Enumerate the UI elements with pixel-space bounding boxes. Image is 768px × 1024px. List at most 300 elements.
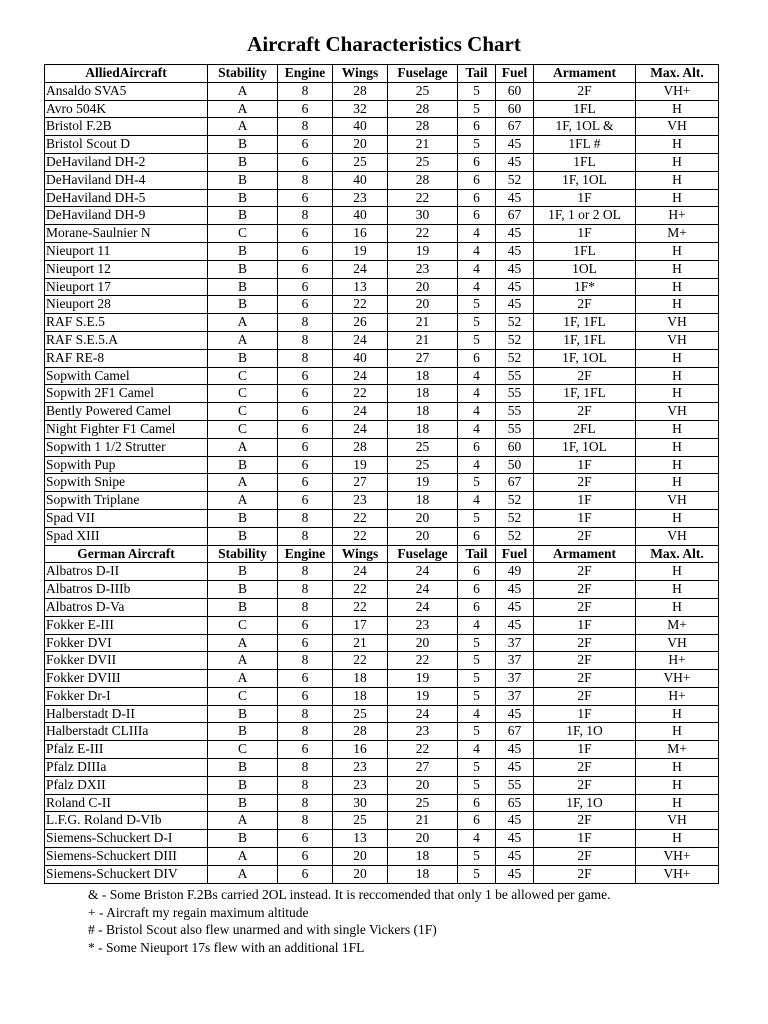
cell-fuselage: 23 xyxy=(388,260,458,278)
cell-aircraft: Sopwith Pup xyxy=(45,456,208,474)
table-row xyxy=(45,865,719,883)
cell-aircraft: Siemens-Schuckert DIV xyxy=(45,865,208,883)
cell-engine: 6 xyxy=(278,296,333,314)
table-row xyxy=(45,848,719,866)
column-header-aircraft: AlliedAircraft xyxy=(45,65,208,83)
cell-tail: 4 xyxy=(458,420,496,438)
cell-fuel: 67 xyxy=(496,723,534,741)
cell-tail: 4 xyxy=(458,367,496,385)
table-row xyxy=(45,812,719,830)
cell-armament: 1FL xyxy=(534,242,636,260)
cell-wings: 40 xyxy=(333,207,388,225)
cell-fuel: 45 xyxy=(496,759,534,777)
cell-armament: 2F xyxy=(534,474,636,492)
cell-max-alt: M+ xyxy=(636,616,719,634)
cell-fuel: 45 xyxy=(496,153,534,171)
cell-engine: 8 xyxy=(278,652,333,670)
cell-max-alt: H xyxy=(636,367,719,385)
column-header-tail: Tail xyxy=(458,65,496,83)
cell-tail: 4 xyxy=(458,225,496,243)
cell-armament: 1F xyxy=(534,616,636,634)
cell-fuel: 45 xyxy=(496,296,534,314)
cell-max-alt: VH xyxy=(636,403,719,421)
table-row xyxy=(45,830,719,848)
cell-fuel: 52 xyxy=(496,492,534,510)
cell-max-alt: VH xyxy=(636,634,719,652)
footnote: # - Bristol Scout also flew unarmed and with single Vickers (1F) xyxy=(88,922,437,938)
table-row xyxy=(45,670,719,688)
table-row xyxy=(45,634,719,652)
cell-aircraft: Roland C-II xyxy=(45,794,208,812)
cell-engine: 6 xyxy=(278,153,333,171)
cell-fuel: 55 xyxy=(496,776,534,794)
cell-max-alt: VH xyxy=(636,118,719,136)
cell-max-alt: VH+ xyxy=(636,848,719,866)
cell-max-alt: H xyxy=(636,242,719,260)
cell-tail: 5 xyxy=(458,848,496,866)
cell-aircraft: DeHaviland DH-4 xyxy=(45,171,208,189)
cell-armament: 2F xyxy=(534,687,636,705)
cell-max-alt: H xyxy=(636,723,719,741)
cell-armament: 1FL xyxy=(534,100,636,118)
cell-stability: B xyxy=(208,705,278,723)
cell-fuel: 45 xyxy=(496,242,534,260)
cell-fuselage: 19 xyxy=(388,687,458,705)
cell-armament: 1F xyxy=(534,509,636,527)
cell-wings: 32 xyxy=(333,100,388,118)
cell-aircraft: Sopwith 1 1/2 Strutter xyxy=(45,438,208,456)
cell-wings: 27 xyxy=(333,474,388,492)
cell-fuel: 37 xyxy=(496,634,534,652)
cell-wings: 16 xyxy=(333,225,388,243)
cell-fuselage: 25 xyxy=(388,82,458,100)
cell-fuselage: 23 xyxy=(388,723,458,741)
cell-wings: 20 xyxy=(333,136,388,154)
cell-aircraft: Ansaldo SVA5 xyxy=(45,82,208,100)
cell-aircraft: Halberstadt CLIIIa xyxy=(45,723,208,741)
cell-engine: 6 xyxy=(278,278,333,296)
cell-max-alt: H+ xyxy=(636,207,719,225)
cell-aircraft: Pfalz DXII xyxy=(45,776,208,794)
cell-aircraft: Night Fighter F1 Camel xyxy=(45,420,208,438)
cell-wings: 25 xyxy=(333,705,388,723)
cell-stability: A xyxy=(208,100,278,118)
cell-aircraft: Fokker DVI xyxy=(45,634,208,652)
column-header-max-alt: Max. Alt. xyxy=(636,545,719,563)
cell-wings: 40 xyxy=(333,118,388,136)
cell-aircraft: Sopwith 2F1 Camel xyxy=(45,385,208,403)
cell-engine: 8 xyxy=(278,349,333,367)
cell-max-alt: H xyxy=(636,153,719,171)
cell-stability: B xyxy=(208,509,278,527)
cell-fuselage: 24 xyxy=(388,581,458,599)
cell-armament: 1F xyxy=(534,492,636,510)
cell-tail: 5 xyxy=(458,314,496,332)
cell-stability: B xyxy=(208,242,278,260)
cell-fuel: 45 xyxy=(496,705,534,723)
cell-max-alt: H xyxy=(636,705,719,723)
column-header-stability: Stability xyxy=(208,545,278,563)
cell-fuselage: 24 xyxy=(388,598,458,616)
cell-fuel: 55 xyxy=(496,420,534,438)
cell-stability: C xyxy=(208,367,278,385)
cell-fuselage: 22 xyxy=(388,741,458,759)
cell-engine: 8 xyxy=(278,171,333,189)
cell-fuel: 55 xyxy=(496,367,534,385)
cell-engine: 8 xyxy=(278,723,333,741)
cell-armament: 2F xyxy=(534,367,636,385)
cell-fuel: 50 xyxy=(496,456,534,474)
cell-engine: 8 xyxy=(278,776,333,794)
column-header-fuel: Fuel xyxy=(496,545,534,563)
cell-fuselage: 20 xyxy=(388,278,458,296)
cell-wings: 25 xyxy=(333,812,388,830)
cell-fuselage: 22 xyxy=(388,652,458,670)
cell-stability: A xyxy=(208,634,278,652)
cell-engine: 8 xyxy=(278,759,333,777)
cell-aircraft: Spad VII xyxy=(45,509,208,527)
cell-fuselage: 18 xyxy=(388,865,458,883)
cell-tail: 6 xyxy=(458,794,496,812)
cell-fuel: 45 xyxy=(496,189,534,207)
cell-max-alt: H xyxy=(636,776,719,794)
cell-aircraft: Avro 504K xyxy=(45,100,208,118)
aircraft-table xyxy=(44,64,719,884)
cell-stability: A xyxy=(208,652,278,670)
cell-max-alt: VH xyxy=(636,527,719,545)
cell-armament: 1F, 1OL xyxy=(534,349,636,367)
column-header-stability: Stability xyxy=(208,65,278,83)
cell-max-alt: H xyxy=(636,794,719,812)
cell-max-alt: H xyxy=(636,136,719,154)
cell-fuel: 65 xyxy=(496,794,534,812)
cell-stability: B xyxy=(208,794,278,812)
cell-engine: 6 xyxy=(278,403,333,421)
cell-stability: C xyxy=(208,403,278,421)
cell-stability: A xyxy=(208,314,278,332)
cell-armament: 2F xyxy=(534,865,636,883)
cell-max-alt: H xyxy=(636,456,719,474)
cell-wings: 13 xyxy=(333,830,388,848)
cell-fuselage: 20 xyxy=(388,830,458,848)
cell-aircraft: Sopwith Snipe xyxy=(45,474,208,492)
cell-engine: 6 xyxy=(278,385,333,403)
column-header-fuselage: Fuselage xyxy=(388,65,458,83)
cell-engine: 6 xyxy=(278,420,333,438)
cell-wings: 18 xyxy=(333,687,388,705)
cell-stability: B xyxy=(208,136,278,154)
cell-aircraft: Fokker DVIII xyxy=(45,670,208,688)
cell-tail: 5 xyxy=(458,100,496,118)
cell-armament: 1F, 1FL xyxy=(534,385,636,403)
cell-max-alt: H xyxy=(636,438,719,456)
cell-max-alt: H xyxy=(636,598,719,616)
cell-fuselage: 24 xyxy=(388,563,458,581)
cell-wings: 24 xyxy=(333,403,388,421)
cell-fuel: 55 xyxy=(496,403,534,421)
cell-wings: 19 xyxy=(333,242,388,260)
cell-max-alt: H xyxy=(636,830,719,848)
cell-armament: 1F xyxy=(534,456,636,474)
cell-fuselage: 18 xyxy=(388,367,458,385)
cell-aircraft: Fokker DVII xyxy=(45,652,208,670)
table-row xyxy=(45,331,719,349)
cell-fuel: 45 xyxy=(496,812,534,830)
cell-wings: 23 xyxy=(333,776,388,794)
cell-stability: B xyxy=(208,581,278,599)
cell-max-alt: H xyxy=(636,420,719,438)
cell-aircraft: RAF S.E.5.A xyxy=(45,331,208,349)
cell-armament: 1F xyxy=(534,705,636,723)
cell-wings: 23 xyxy=(333,492,388,510)
cell-fuselage: 23 xyxy=(388,616,458,634)
cell-max-alt: H xyxy=(636,278,719,296)
table-row xyxy=(45,563,719,581)
column-header-engine: Engine xyxy=(278,65,333,83)
table-row xyxy=(45,100,719,118)
cell-fuel: 67 xyxy=(496,207,534,225)
cell-stability: A xyxy=(208,82,278,100)
table-row xyxy=(45,581,719,599)
cell-tail: 5 xyxy=(458,759,496,777)
cell-stability: B xyxy=(208,723,278,741)
cell-fuselage: 21 xyxy=(388,331,458,349)
cell-stability: A xyxy=(208,331,278,349)
cell-fuel: 52 xyxy=(496,171,534,189)
table-row xyxy=(45,153,719,171)
cell-fuselage: 25 xyxy=(388,438,458,456)
cell-max-alt: H xyxy=(636,509,719,527)
column-header-engine: Engine xyxy=(278,545,333,563)
cell-armament: 1F, 1 or 2 OL xyxy=(534,207,636,225)
cell-max-alt: H xyxy=(636,385,719,403)
cell-armament: 1F* xyxy=(534,278,636,296)
cell-aircraft: Bently Powered Camel xyxy=(45,403,208,421)
cell-fuel: 52 xyxy=(496,527,534,545)
table-row xyxy=(45,776,719,794)
cell-engine: 6 xyxy=(278,367,333,385)
cell-fuel: 45 xyxy=(496,136,534,154)
cell-fuselage: 25 xyxy=(388,794,458,812)
cell-max-alt: VH xyxy=(636,331,719,349)
cell-aircraft: RAF RE-8 xyxy=(45,349,208,367)
table-row xyxy=(45,171,719,189)
cell-aircraft: Nieuport 11 xyxy=(45,242,208,260)
table-row xyxy=(45,278,719,296)
cell-tail: 5 xyxy=(458,776,496,794)
cell-armament: 1F, 1O xyxy=(534,723,636,741)
cell-stability: A xyxy=(208,438,278,456)
table-row xyxy=(45,189,719,207)
cell-armament: 1OL xyxy=(534,260,636,278)
cell-aircraft: Nieuport 12 xyxy=(45,260,208,278)
cell-wings: 40 xyxy=(333,171,388,189)
cell-tail: 6 xyxy=(458,118,496,136)
cell-fuel: 60 xyxy=(496,438,534,456)
cell-fuselage: 27 xyxy=(388,759,458,777)
table-row xyxy=(45,687,719,705)
cell-tail: 5 xyxy=(458,723,496,741)
cell-aircraft: Pfalz E-III xyxy=(45,741,208,759)
table-row xyxy=(45,598,719,616)
cell-stability: A xyxy=(208,492,278,510)
cell-fuel: 45 xyxy=(496,225,534,243)
cell-wings: 13 xyxy=(333,278,388,296)
cell-aircraft: Morane-Saulnier N xyxy=(45,225,208,243)
cell-stability: A xyxy=(208,474,278,492)
cell-wings: 22 xyxy=(333,527,388,545)
table-row xyxy=(45,723,719,741)
cell-aircraft: Fokker E-III xyxy=(45,616,208,634)
cell-tail: 6 xyxy=(458,153,496,171)
cell-armament: 1FL # xyxy=(534,136,636,154)
cell-stability: C xyxy=(208,616,278,634)
cell-fuel: 45 xyxy=(496,260,534,278)
column-header-wings: Wings xyxy=(333,545,388,563)
cell-armament: 2F xyxy=(534,82,636,100)
cell-fuel: 55 xyxy=(496,385,534,403)
table-row xyxy=(45,741,719,759)
cell-aircraft: Siemens-Schuckert D-I xyxy=(45,830,208,848)
cell-wings: 22 xyxy=(333,598,388,616)
cell-stability: C xyxy=(208,741,278,759)
table-row xyxy=(45,242,719,260)
cell-fuel: 45 xyxy=(496,598,534,616)
cell-armament: 1F xyxy=(534,189,636,207)
cell-armament: 2F xyxy=(534,812,636,830)
cell-wings: 23 xyxy=(333,759,388,777)
cell-tail: 4 xyxy=(458,830,496,848)
cell-max-alt: VH+ xyxy=(636,670,719,688)
cell-wings: 21 xyxy=(333,634,388,652)
cell-aircraft: Nieuport 28 xyxy=(45,296,208,314)
cell-tail: 4 xyxy=(458,385,496,403)
cell-stability: A xyxy=(208,812,278,830)
table-row xyxy=(45,385,719,403)
cell-fuselage: 18 xyxy=(388,385,458,403)
cell-stability: B xyxy=(208,527,278,545)
cell-aircraft: Albatros D-IIIb xyxy=(45,581,208,599)
cell-engine: 6 xyxy=(278,616,333,634)
cell-stability: B xyxy=(208,171,278,189)
cell-fuel: 67 xyxy=(496,118,534,136)
german-header-row xyxy=(45,545,719,563)
cell-armament: 2F xyxy=(534,634,636,652)
cell-fuselage: 19 xyxy=(388,474,458,492)
cell-wings: 19 xyxy=(333,456,388,474)
cell-tail: 4 xyxy=(458,242,496,260)
cell-armament: 2F xyxy=(534,776,636,794)
cell-fuselage: 22 xyxy=(388,189,458,207)
cell-aircraft: Pfalz DIIIa xyxy=(45,759,208,777)
cell-engine: 8 xyxy=(278,794,333,812)
cell-stability: A xyxy=(208,670,278,688)
cell-armament: 1F, 1FL xyxy=(534,314,636,332)
cell-max-alt: H xyxy=(636,759,719,777)
cell-stability: B xyxy=(208,456,278,474)
cell-fuselage: 27 xyxy=(388,349,458,367)
cell-max-alt: M+ xyxy=(636,741,719,759)
cell-stability: B xyxy=(208,260,278,278)
cell-aircraft: Sopwith Camel xyxy=(45,367,208,385)
cell-fuselage: 20 xyxy=(388,634,458,652)
cell-aircraft: Nieuport 17 xyxy=(45,278,208,296)
column-header-fuel: Fuel xyxy=(496,65,534,83)
cell-wings: 22 xyxy=(333,385,388,403)
cell-stability: B xyxy=(208,153,278,171)
cell-stability: B xyxy=(208,207,278,225)
table-row xyxy=(45,136,719,154)
cell-tail: 6 xyxy=(458,349,496,367)
cell-tail: 5 xyxy=(458,331,496,349)
cell-max-alt: H+ xyxy=(636,652,719,670)
cell-armament: 2F xyxy=(534,403,636,421)
cell-fuselage: 24 xyxy=(388,705,458,723)
column-header-tail: Tail xyxy=(458,545,496,563)
cell-fuel: 52 xyxy=(496,509,534,527)
cell-armament: 2F xyxy=(534,527,636,545)
cell-engine: 8 xyxy=(278,527,333,545)
cell-wings: 20 xyxy=(333,848,388,866)
cell-tail: 5 xyxy=(458,670,496,688)
cell-fuel: 52 xyxy=(496,349,534,367)
cell-armament: 2F xyxy=(534,759,636,777)
column-header-wings: Wings xyxy=(333,65,388,83)
cell-tail: 5 xyxy=(458,634,496,652)
cell-fuel: 45 xyxy=(496,741,534,759)
cell-tail: 5 xyxy=(458,652,496,670)
cell-tail: 4 xyxy=(458,260,496,278)
cell-max-alt: VH xyxy=(636,812,719,830)
cell-tail: 4 xyxy=(458,616,496,634)
cell-stability: C xyxy=(208,420,278,438)
table-row xyxy=(45,82,719,100)
cell-engine: 8 xyxy=(278,598,333,616)
column-header-armament: Armament xyxy=(534,65,636,83)
cell-fuel: 45 xyxy=(496,848,534,866)
cell-fuselage: 18 xyxy=(388,403,458,421)
cell-wings: 22 xyxy=(333,509,388,527)
cell-aircraft: Albatros D-II xyxy=(45,563,208,581)
cell-fuel: 52 xyxy=(496,331,534,349)
cell-wings: 25 xyxy=(333,153,388,171)
cell-stability: C xyxy=(208,687,278,705)
cell-armament: 2F xyxy=(534,581,636,599)
cell-aircraft: L.F.G. Roland D-VIb xyxy=(45,812,208,830)
cell-armament: 2FL xyxy=(534,420,636,438)
cell-wings: 22 xyxy=(333,296,388,314)
cell-armament: 1F xyxy=(534,830,636,848)
cell-fuselage: 28 xyxy=(388,100,458,118)
cell-tail: 4 xyxy=(458,741,496,759)
cell-aircraft: Halberstadt D-II xyxy=(45,705,208,723)
table-row xyxy=(45,456,719,474)
cell-fuselage: 21 xyxy=(388,314,458,332)
table-row xyxy=(45,705,719,723)
cell-stability: C xyxy=(208,225,278,243)
cell-stability: B xyxy=(208,189,278,207)
table-row xyxy=(45,509,719,527)
cell-max-alt: VH+ xyxy=(636,865,719,883)
cell-stability: C xyxy=(208,385,278,403)
cell-tail: 5 xyxy=(458,687,496,705)
cell-engine: 8 xyxy=(278,812,333,830)
cell-max-alt: H xyxy=(636,171,719,189)
cell-fuel: 60 xyxy=(496,82,534,100)
cell-engine: 6 xyxy=(278,634,333,652)
cell-fuel: 67 xyxy=(496,474,534,492)
cell-stability: A xyxy=(208,118,278,136)
